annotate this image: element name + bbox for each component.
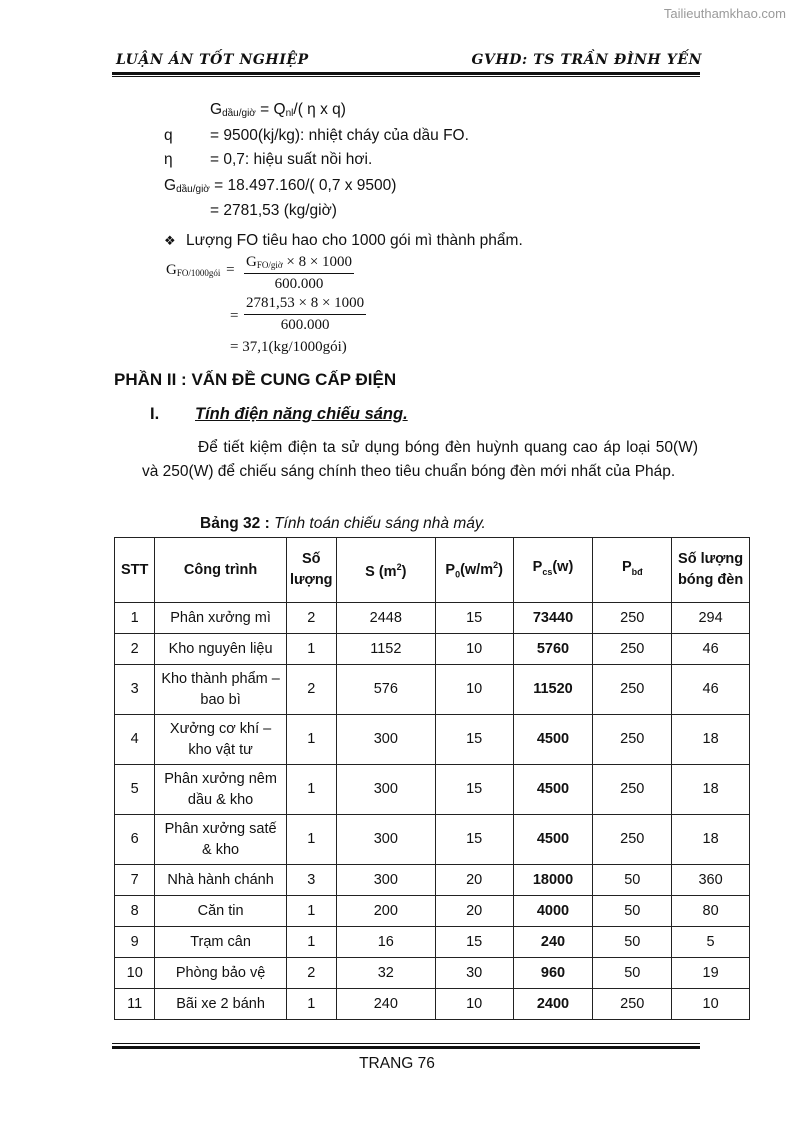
- table-cell: 5: [115, 765, 155, 815]
- table-cell: 32: [336, 958, 435, 989]
- table-cell: 4500: [513, 815, 593, 865]
- table-cell: Trạm cân: [155, 927, 286, 958]
- table-cell: 15: [435, 603, 513, 634]
- table-cell: 73440: [513, 603, 593, 634]
- table-cell: 50: [593, 865, 672, 896]
- eta-symbol: η: [164, 151, 173, 168]
- table-cell: 2: [286, 603, 336, 634]
- table-cell: 18: [672, 715, 750, 765]
- table-cell: 19: [672, 958, 750, 989]
- col-header-pbd: $P_{bđ}$: [593, 538, 672, 603]
- table-cell: 1: [286, 815, 336, 865]
- fo-fraction-1: $\frac{G_{FO/giờ} \times 8 \times 1000}{600.000}$: [246, 254, 353, 292]
- table-cell: Kho nguyên liệu: [155, 634, 286, 665]
- table-cell: 240: [513, 927, 593, 958]
- footer-rule: [112, 1046, 700, 1049]
- table-cell: 15: [435, 715, 513, 765]
- calc-result: = 2781,53 (kg/giờ): [210, 202, 337, 219]
- table-cell: Phòng bảo vệ: [155, 958, 286, 989]
- table-cell: 3: [286, 865, 336, 896]
- table-cell: 1152: [336, 634, 435, 665]
- table-cell: 3: [115, 665, 155, 715]
- table-cell: 2448: [336, 603, 435, 634]
- table-cell: 300: [336, 765, 435, 815]
- table-cell: 80: [672, 896, 750, 927]
- table-cell: Phân xưởng satế & kho: [155, 815, 286, 865]
- table-row: [115, 896, 750, 927]
- table-cell: 1: [286, 715, 336, 765]
- table-cell: 960: [513, 958, 593, 989]
- table-cell: 9: [115, 927, 155, 958]
- col-header-count: Số lượng: [286, 538, 336, 603]
- table-cell: 4000: [513, 896, 593, 927]
- table-cell: 4500: [513, 715, 593, 765]
- fo-eq-2: =: [230, 308, 239, 324]
- q-symbol: q: [164, 127, 173, 144]
- table-cell: 250: [593, 989, 672, 1020]
- bullet-line: ❖ Lượng FO tiêu hao cho 1000 gói mì thành phẩm.: [164, 232, 523, 249]
- page-number: TRANG 76: [359, 1055, 435, 1072]
- table-cell: 6: [115, 815, 155, 865]
- table-cell: 11: [115, 989, 155, 1020]
- table-cell: 5760: [513, 634, 593, 665]
- table-cell: 7: [115, 865, 155, 896]
- table-cell: Phân xưởng mì: [155, 603, 286, 634]
- col-header-name: Công trình: [155, 538, 286, 603]
- subsection-title: Tính điện năng chiếu sáng.: [195, 405, 408, 423]
- lighting-table: [114, 537, 750, 1020]
- table-cell: 294: [672, 603, 750, 634]
- table-cell: 5: [672, 927, 750, 958]
- table-cell: 50: [593, 927, 672, 958]
- table-cell: 46: [672, 665, 750, 715]
- table-cell: Nhà hành chánh: [155, 865, 286, 896]
- table-cell: 2: [286, 665, 336, 715]
- table-cell: 18000: [513, 865, 593, 896]
- table-cell: 1: [286, 765, 336, 815]
- table-cell: 2: [115, 634, 155, 665]
- table-cell: 18: [672, 815, 750, 865]
- col-header-pcs: $P_{cs}(w)$: [513, 538, 593, 603]
- table-cell: 1: [286, 896, 336, 927]
- eta-definition: = 0,7: hiệu suất nồi hơi.: [210, 151, 373, 168]
- table-cell: 1: [115, 603, 155, 634]
- table-cell: 10: [672, 989, 750, 1020]
- table-row: [115, 815, 750, 865]
- diamond-bullet-icon: ❖: [164, 234, 176, 249]
- header-thesis-title: LUẬN ÁN TỐT NGHIỆP: [116, 52, 309, 68]
- table-row: [115, 603, 750, 634]
- table-row: [115, 765, 750, 815]
- table-cell: 250: [593, 634, 672, 665]
- table-cell: 360: [672, 865, 750, 896]
- table-row: [115, 958, 750, 989]
- q-definition: = 9500(kj/kg): nhiệt cháy của dầu FO.: [210, 127, 469, 144]
- table-cell: 15: [435, 815, 513, 865]
- table-cell: 2400: [513, 989, 593, 1020]
- col-header-lamps: Số lượng bóng đèn: [672, 538, 750, 603]
- fo-formula-lhs: $G_{FO/1000gói}$ =: [166, 262, 235, 278]
- table-cell: Xưởng cơ khí – kho vật tư: [155, 715, 286, 765]
- table-row: [115, 865, 750, 896]
- table-cell: 50: [593, 896, 672, 927]
- header-rule: [112, 72, 700, 75]
- header-rule-thin: [112, 76, 700, 77]
- table-cell: 20: [435, 865, 513, 896]
- header-advisor: GVHD: TS TRẦN ĐÌNH YẾN: [471, 52, 702, 68]
- table-cell: 240: [336, 989, 435, 1020]
- table-cell: 1: [286, 989, 336, 1020]
- col-header-stt: STT: [115, 538, 155, 603]
- col-header-area: S $(m^2)$: [336, 538, 435, 603]
- table-cell: 15: [435, 927, 513, 958]
- table-row: [115, 634, 750, 665]
- table-cell: 300: [336, 715, 435, 765]
- table-cell: 250: [593, 815, 672, 865]
- table-cell: 2: [286, 958, 336, 989]
- table-cell: 50: [593, 958, 672, 989]
- subsection-number: I.: [150, 405, 160, 423]
- table-cell: 16: [336, 927, 435, 958]
- table-cell: 1: [286, 634, 336, 665]
- table-cell: 250: [593, 765, 672, 815]
- footer-rule-thin: [112, 1043, 700, 1044]
- table-cell: 46: [672, 634, 750, 665]
- fo-fraction-2: $\frac{2781,53 \times 8 \times 1000}{600.000}$: [246, 295, 365, 333]
- table-cell: Phân xưởng nêm dầu & kho: [155, 765, 286, 815]
- table-cell: 10: [435, 634, 513, 665]
- table-header-row: [115, 538, 750, 603]
- fo-result: = 37,1(kg/1000gói): [230, 339, 347, 355]
- table-cell: 8: [115, 896, 155, 927]
- intro-paragraph: Để tiết kiệm điện ta sử dụng bóng đèn huỳnh quang cao áp loại 50(W) và 250(W) để chiếu sáng chính theo tiêu chuẩn bóng đèn mới nhất của Pháp.: [142, 439, 698, 480]
- calc-g-dau-gio: $G_{dầu/giờ} = 18.497.160/$( 0,7 x 9500): [164, 177, 397, 195]
- table-cell: 300: [336, 815, 435, 865]
- table-cell: 10: [115, 958, 155, 989]
- table-cell: 10: [435, 665, 513, 715]
- table-cell: 300: [336, 865, 435, 896]
- table-cell: 18: [672, 765, 750, 815]
- table-cell: Bãi xe 2 bánh: [155, 989, 286, 1020]
- table-cell: 4500: [513, 765, 593, 815]
- formula-g-dau-gio: $G_{dầu/giờ} = Q_{nl}/$( η x q): [210, 101, 346, 119]
- table-row: [115, 989, 750, 1020]
- table-row: [115, 665, 750, 715]
- table-cell: 576: [336, 665, 435, 715]
- table-cell: 250: [593, 603, 672, 634]
- watermark: Tailieuthamkhao.com: [663, 6, 786, 21]
- table-cell: 20: [435, 896, 513, 927]
- table-row: [115, 927, 750, 958]
- table-cell: 200: [336, 896, 435, 927]
- table-cell: Căn tin: [155, 896, 286, 927]
- table-caption: Bảng 32 : Tính toán chiếu sáng nhà máy.: [200, 515, 486, 532]
- table-cell: Kho thành phẩm – bao bì: [155, 665, 286, 715]
- table-cell: 10: [435, 989, 513, 1020]
- table-cell: 15: [435, 765, 513, 815]
- table-row: [115, 715, 750, 765]
- table-cell: 250: [593, 665, 672, 715]
- table-cell: 30: [435, 958, 513, 989]
- table-cell: 11520: [513, 665, 593, 715]
- table-cell: 1: [286, 927, 336, 958]
- section-title: PHẦN II : VẤN ĐỀ CUNG CẤP ĐIỆN: [114, 370, 397, 389]
- col-header-p0: $P_0(w/m^2)$: [435, 538, 513, 603]
- table-cell: 4: [115, 715, 155, 765]
- table-cell: 250: [593, 715, 672, 765]
